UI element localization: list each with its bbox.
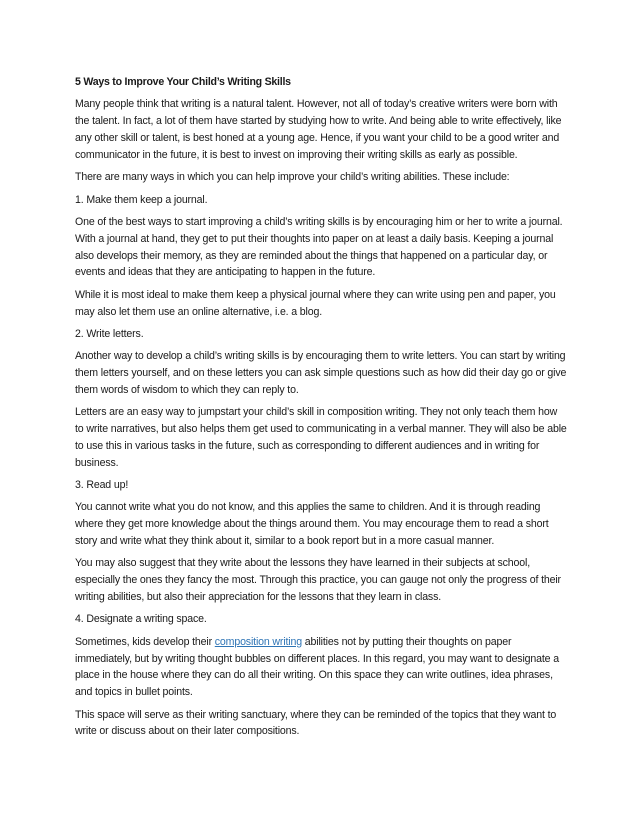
section-paragraph [75, 634, 567, 701]
composition-writing-link[interactable]: composition writing [214, 635, 302, 648]
section-paragraph: You may also suggest that they write about the lessons they have learned in their subjects at school, especially the ones they fancy the most. Through this practice, you can gauge not only the progress of their writing abilities, but also their appreciation for the lessons that they learn in class. [75, 557, 561, 604]
section-paragraph: Another way to develop a child’s writing skills is by encouraging them to write letters. You can start by writing them letters yourself, and on these letters you can ask simple questions such as how did their day go or give them words of wisdom to which they can reply to. [75, 350, 567, 396]
section-heading: 1. Make them keep a journal. [75, 193, 208, 206]
section-paragraph: One of the best ways to start improving a child’s writing skills is by encouraging him or her to write a journal. With a journal at hand, they get to put their thoughts into paper on at least a daily basis. Keeping a journal also develops their memory, as they are reminded about the things that happened on a particular day, or events and ideas that they are anticipating to happen in the future. [75, 215, 563, 279]
paragraph-text: abilities not by putting their thoughts on paper immediately, but by writing thought bubbles on different places. In this regard, you may want to designate a place in the house where they can do all their writing. On this space they can write outlines, idea phrases, and topics in bullet points. [75, 635, 559, 699]
section-paragraph: This space will serve as their writing sanctuary, where they can be reminded of the topics that they want to write or discuss about on their later compositions. [75, 708, 557, 738]
paragraph-text: Sometimes, kids develop their [75, 635, 215, 648]
intro-paragraph: There are many ways in which you can help improve your child’s writing abilities. These include: [75, 171, 510, 184]
section-paragraph: You cannot write what you do not know, and this applies the same to children. And it is through reading where they get more knowledge about the things around them. You may encourage them to read a short story and write what they think about it, similar to a book report but in a more casual manner. [75, 501, 549, 548]
section-heading: 4. Designate a writing space. [75, 613, 207, 626]
section-paragraph: Letters are an easy way to jumpstart your child’s skill in composition writing. They not only teach them how to write narratives, but also helps them get used to communicating in a verbal manner. They will also be able to use this in various tasks in the future, such as corresponding to different audiences and in writing for business. [75, 406, 567, 469]
document-body [75, 74, 567, 746]
section-paragraph: While it is most ideal to make them keep a physical journal where they can write using pen and paper, you may also let them use an online alternative, i.e. a blog. [75, 288, 556, 318]
intro-paragraph: Many people think that writing is a natural talent. However, not all of today’s creative writers were born with the talent. In fact, a lot of them have started by studying how to write. And being able to write effectively, like any other skill or talent, is best honed at a young age. Hence, if you want your child to be a good writer and communicator in the future, it is best to invest on improving their writing skills as early as possible. [75, 98, 562, 161]
section-heading: 3. Read up! [75, 479, 129, 492]
document-title: 5 Ways to Improve Your Child’s Writing Skills [75, 76, 291, 88]
section-heading: 2. Write letters. [75, 327, 144, 340]
